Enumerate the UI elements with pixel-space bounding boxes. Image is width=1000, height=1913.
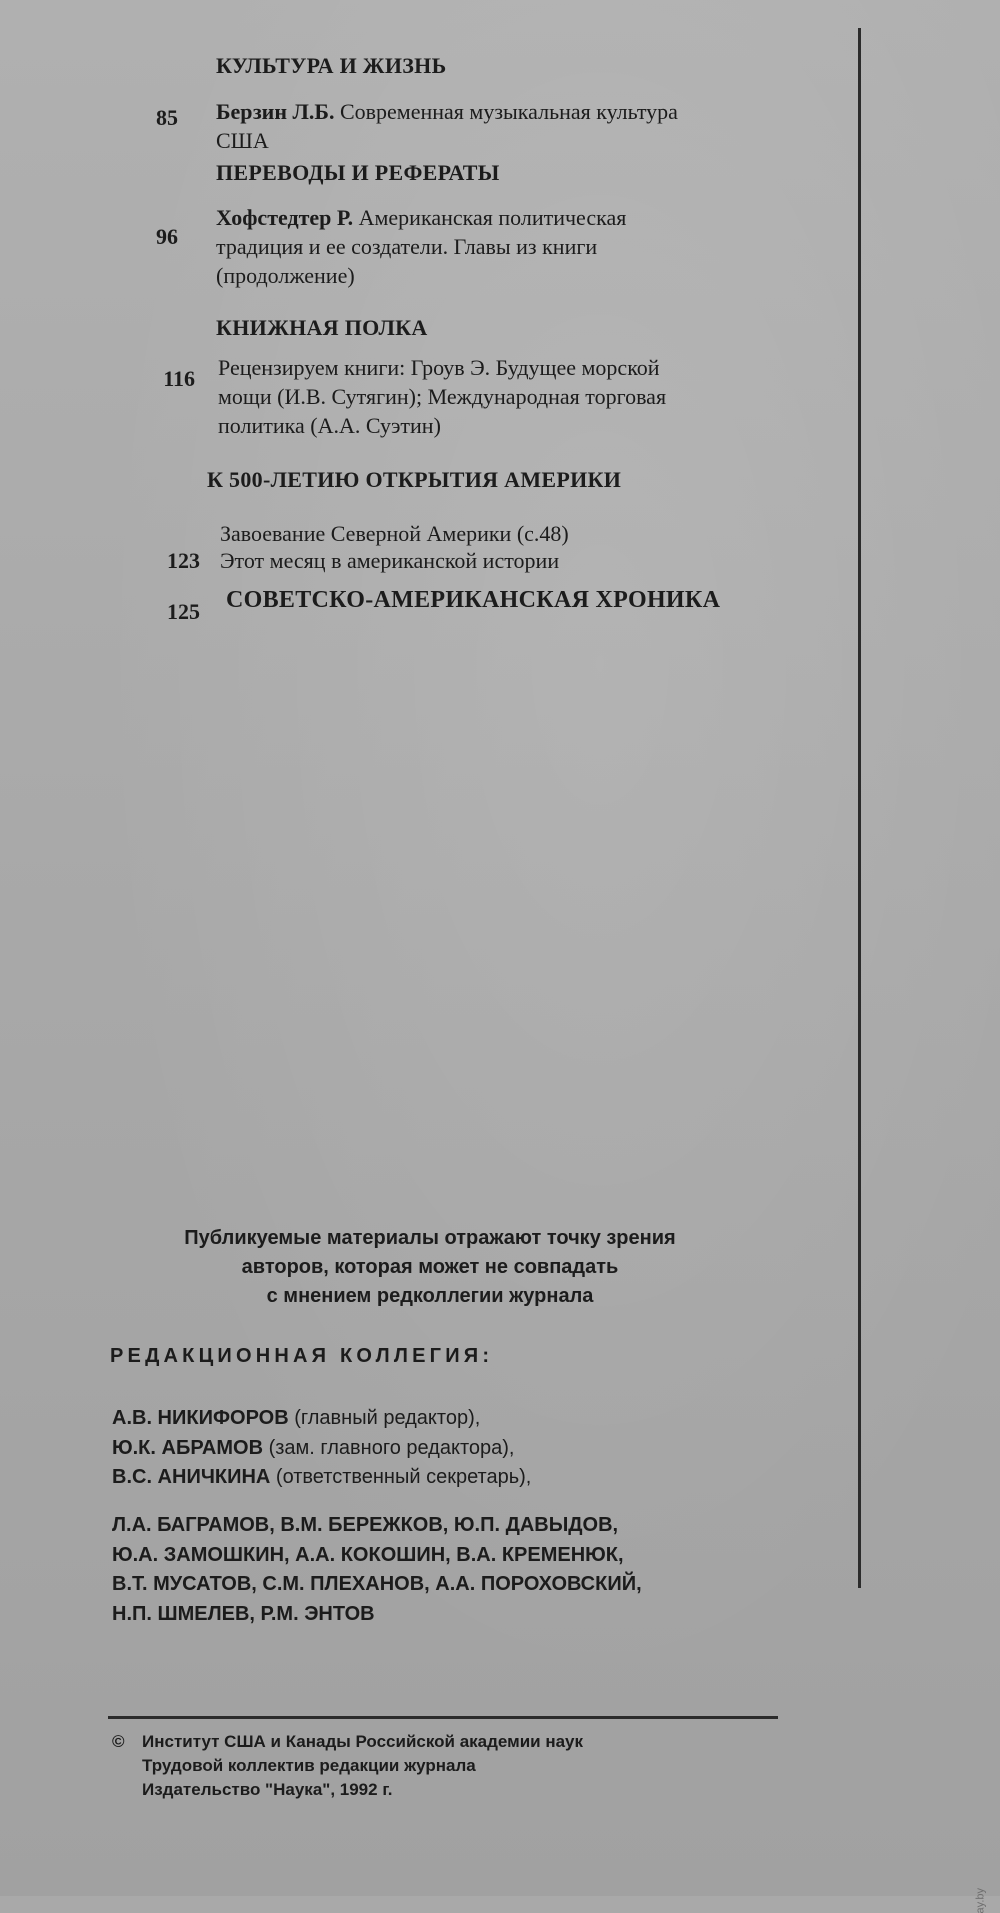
editorial-board-heading: РЕДАКЦИОННАЯ КОЛЛЕГИЯ: bbox=[110, 1345, 494, 1367]
officer-line bbox=[112, 1404, 531, 1434]
toc-entry-line: Берзин Л.Б. Современная музыкальная культура bbox=[216, 99, 678, 124]
toc-entry-line: США bbox=[216, 128, 269, 153]
section-heading-bookshelf: КНИЖНАЯ ПОЛКА bbox=[216, 315, 428, 340]
toc-entry-conquest: Завоевание Северной Америки (с.48) bbox=[220, 521, 569, 546]
toc-entry-line: политика (А.А. Суэтин) bbox=[218, 413, 441, 438]
publication-footer bbox=[112, 1730, 583, 1802]
officer-name: В.С. АНИЧКИНА bbox=[112, 1466, 271, 1488]
officer-role: (главный редактор), bbox=[294, 1407, 481, 1429]
page-number-123: 123 bbox=[167, 548, 200, 573]
members-line: Н.П. ШМЕЛЕВ, Р.М. ЭНТОВ bbox=[112, 1602, 375, 1625]
toc-entry-line: (продолжение) bbox=[216, 263, 355, 288]
page-number-116: 116 bbox=[163, 366, 195, 391]
footer-line: Трудовой коллектив редакции журнала bbox=[142, 1756, 476, 1775]
author-name: Хофстедтер Р. bbox=[216, 205, 354, 230]
officer-line bbox=[112, 1434, 531, 1464]
toc-entry-berzin bbox=[216, 97, 678, 155]
disclaimer-line: авторов, которая может не совпадать bbox=[241, 1256, 619, 1278]
disclaimer-line: с мнением редколлегии журнала bbox=[266, 1285, 594, 1307]
toc-entry-this-month: Этот месяц в американской истории bbox=[220, 548, 560, 573]
disclaimer-line: Публикуемые материалы отражают точку зрения bbox=[184, 1227, 676, 1249]
toc-entry-line: Хофстедтер Р. Американская политическая bbox=[216, 205, 627, 230]
copyright-icon: © bbox=[112, 1732, 125, 1751]
members-line: Л.А. БАГРАМОВ, В.М. БЕРЕЖКОВ, Ю.П. ДАВЫДОВ, bbox=[112, 1514, 619, 1536]
disclaimer-text bbox=[110, 1224, 750, 1311]
toc-entry-hofstadter bbox=[216, 203, 626, 290]
toc-entry-chronicle: СОВЕТСКО-АМЕРИКАНСКАЯ ХРОНИКА bbox=[226, 587, 721, 613]
vertical-rule bbox=[858, 28, 861, 1588]
section-heading-500-anniversary: К 500-ЛЕТИЮ ОТКРЫТИЯ АМЕРИКИ bbox=[207, 467, 622, 492]
footer-rule bbox=[108, 1716, 778, 1719]
members-line: Ю.А. ЗАМОШКИН, А.А. КОКОШИН, В.А. КРЕМЕНЮК, bbox=[112, 1543, 624, 1566]
officer-role: (ответственный секретарь), bbox=[275, 1466, 532, 1488]
footer-publisher: Институт США и Канады Российской академии наук bbox=[142, 1732, 584, 1751]
toc-entry-line: Рецензируем книги: Гроув Э. Будущее морской bbox=[218, 355, 660, 380]
section-heading-translations: ПЕРЕВОДЫ И РЕФЕРАТЫ bbox=[216, 160, 500, 185]
page-number-125: 125 bbox=[167, 599, 200, 624]
officer-line bbox=[112, 1463, 531, 1493]
author-name: Берзин Л.Б. bbox=[216, 99, 335, 124]
officer-name: А.В. НИКИФОРОВ bbox=[112, 1407, 289, 1429]
footer-line: Издательство "Наука", 1992 г. bbox=[142, 1780, 393, 1799]
officer-name: Ю.К. АБРАМОВ bbox=[112, 1436, 264, 1459]
section-heading-culture: КУЛЬТУРА И ЖИЗНЬ bbox=[216, 53, 447, 78]
toc-entry-line: мощи (И.В. Сутягин); Международная торговая bbox=[218, 384, 667, 409]
page-number-96: 96 bbox=[156, 224, 178, 249]
members-line: В.Т. МУСАТОВ, С.М. ПЛЕХАНОВ, А.А. ПОРОХОВСКИЙ, bbox=[112, 1573, 642, 1595]
officer-role: (зам. главного редактора), bbox=[268, 1436, 515, 1459]
editorial-members bbox=[112, 1511, 642, 1629]
footer-line bbox=[112, 1730, 583, 1754]
editorial-officers bbox=[112, 1404, 531, 1493]
watermark-text: ay.by bbox=[974, 1888, 986, 1913]
toc-entry-reviews bbox=[218, 353, 666, 440]
page-number-85: 85 bbox=[156, 105, 178, 130]
toc-entry-line: традиция и ее создатели. Главы из книги bbox=[216, 234, 598, 259]
